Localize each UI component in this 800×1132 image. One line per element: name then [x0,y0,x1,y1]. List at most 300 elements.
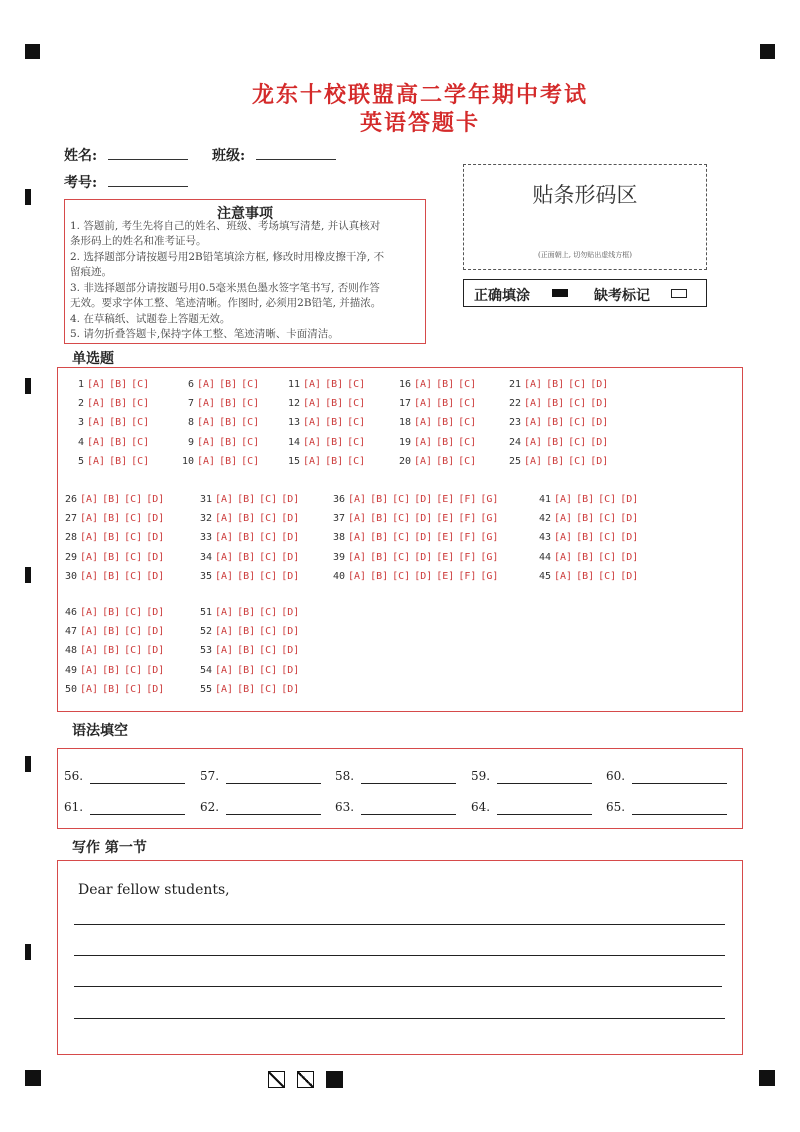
answer-option[interactable]: [B] [102,607,121,618]
answer-option[interactable]: [B] [237,607,256,618]
answer-option[interactable]: [A] [303,398,322,410]
question-row [192,664,303,678]
answer-option[interactable]: [C] [347,436,366,448]
answer-option[interactable]: [D] [414,494,433,505]
answer-option[interactable]: [D] [281,607,300,618]
answer-option[interactable]: [C] [392,532,411,544]
answer-option[interactable]: [B] [576,532,595,544]
class-field[interactable] [256,159,336,160]
answer-option[interactable]: [B] [325,398,344,410]
answer-option[interactable]: [C] [458,398,477,410]
answer-option[interactable]: [B] [237,645,256,657]
answer-option[interactable]: [C] [124,645,143,657]
answer-option[interactable]: [D] [590,417,609,429]
absent-checkbox[interactable] [671,289,687,298]
question-number: 52 [199,626,212,638]
answer-option[interactable]: [E] [436,570,455,582]
answer-option[interactable]: [C] [347,398,366,410]
answer-option[interactable]: [A] [197,417,216,429]
question-row [325,531,502,545]
answer-option[interactable]: [B] [546,436,565,448]
answer-option[interactable]: [A] [215,532,234,544]
answer-option[interactable]: [B] [219,398,238,410]
answer-option[interactable]: [C] [392,513,411,525]
question-number: 30 [64,570,77,582]
answer-option[interactable]: [C] [124,683,143,695]
answer-option[interactable]: [B] [237,683,256,695]
answer-option[interactable]: [A] [303,455,322,467]
question-row [64,455,153,469]
answer-option[interactable]: [A] [80,664,99,676]
answer-option[interactable]: [C] [241,436,260,448]
answer-option[interactable]: [B] [102,683,121,695]
answer-option[interactable]: [B] [576,570,595,582]
answer-option[interactable]: [D] [281,683,300,695]
answer-option[interactable]: [B] [219,436,238,448]
blank-input[interactable] [361,814,456,815]
crossed-square-icon [297,1071,314,1088]
answer-option[interactable]: [A] [197,398,216,410]
answer-option[interactable]: [F] [458,570,477,582]
answer-option[interactable]: [C] [392,494,411,505]
answer-option[interactable]: [A] [80,683,99,695]
answer-option[interactable]: [A] [348,513,367,525]
notes-line: 无效。要求字体工整、笔迹清晰。作图时, 必须用2B铅笔, 并描浓。 [70,297,382,309]
answer-option[interactable]: [B] [102,645,121,657]
answer-option[interactable]: [B] [237,532,256,544]
question-number: 22 [508,398,521,410]
answer-option[interactable]: [B] [219,417,238,429]
answer-option[interactable]: [A] [348,494,367,505]
question-row [531,493,642,507]
answer-option[interactable]: [A] [348,532,367,544]
answer-option[interactable]: [B] [546,398,565,410]
answer-option[interactable]: [D] [146,683,165,695]
answer-option[interactable]: [C] [259,494,278,505]
answer-option[interactable]: [F] [458,494,477,505]
question-number: 14 [287,436,300,448]
answer-option[interactable]: [A] [215,513,234,525]
answer-option[interactable]: [A] [348,570,367,582]
blank-input[interactable] [497,783,592,784]
question-row [280,378,369,392]
answer-option[interactable]: [A] [215,607,234,618]
answer-option[interactable]: [E] [436,532,455,544]
question-number: 11 [287,379,300,390]
answer-option[interactable]: [A] [80,626,99,638]
answer-option[interactable]: [C] [241,379,260,390]
answer-option[interactable]: [A] [215,626,234,638]
question-number: 21 [508,379,521,390]
answer-option[interactable]: [B] [237,513,256,525]
answer-option[interactable]: [C] [124,551,143,563]
answer-option[interactable]: [B] [436,436,455,448]
answer-option[interactable]: [D] [146,645,165,657]
answer-option[interactable]: [A] [80,513,99,525]
answer-option[interactable]: [B] [237,626,256,638]
answer-option[interactable]: [C] [124,664,143,676]
answer-option[interactable]: [C] [259,683,278,695]
answer-option[interactable]: [E] [436,551,455,563]
answer-option[interactable]: [D] [146,570,165,582]
question-number: 25 [508,455,521,467]
answer-option[interactable]: [B] [370,532,389,544]
answer-option[interactable]: [A] [524,455,543,467]
answer-option[interactable]: [A] [524,379,543,390]
answer-option[interactable]: [A] [554,551,573,563]
answer-option[interactable]: [C] [347,417,366,429]
answer-option[interactable]: [A] [215,645,234,657]
question-number: 49 [64,664,77,676]
question-number: 51 [199,607,212,618]
answer-option[interactable]: [C] [392,551,411,563]
answer-option[interactable]: [A] [215,664,234,676]
answer-option[interactable]: [C] [131,455,150,467]
answer-option[interactable]: [B] [436,398,455,410]
answer-option[interactable]: [B] [102,494,121,505]
answer-option[interactable]: [A] [215,683,234,695]
answer-option[interactable]: [A] [524,398,543,410]
answer-option[interactable]: [D] [590,398,609,410]
answer-option[interactable]: [A] [524,417,543,429]
answer-option[interactable]: [C] [131,436,150,448]
answer-option[interactable]: [C] [259,607,278,618]
answer-option[interactable]: [B] [436,379,455,390]
writing-line[interactable] [74,955,725,956]
class-label: 班级: [212,148,246,164]
answer-option[interactable]: [B] [546,379,565,390]
answer-option[interactable]: [D] [281,494,300,505]
answer-option[interactable]: [A] [87,379,106,390]
blank-input[interactable] [226,814,321,815]
answer-option[interactable]: [C] [131,398,150,410]
answer-option[interactable]: [D] [281,645,300,657]
answer-option[interactable]: [E] [436,494,455,505]
answer-option[interactable]: [B] [102,626,121,638]
answer-option[interactable]: [D] [281,513,300,525]
answer-option[interactable]: [B] [109,417,128,429]
question-number: 12 [287,398,300,410]
answer-option[interactable]: [A] [414,398,433,410]
blank-input[interactable] [226,783,321,784]
question-row [174,378,263,392]
answer-option[interactable]: [C] [458,436,477,448]
question-number: 2 [77,398,84,410]
answer-option[interactable]: [C] [131,417,150,429]
answer-option[interactable]: [E] [436,513,455,525]
answer-option[interactable]: [A] [197,379,216,390]
answer-option[interactable]: [D] [414,513,433,525]
answer-option[interactable]: [C] [131,379,150,390]
answer-option[interactable]: [C] [259,570,278,582]
writing-line[interactable] [74,986,722,987]
answer-option[interactable]: [C] [568,455,587,467]
answer-option[interactable]: [C] [458,455,477,467]
answer-option[interactable]: [A] [197,436,216,448]
answer-option[interactable]: [G] [480,570,499,582]
barcode-area [463,164,707,270]
answer-option[interactable]: [B] [325,436,344,448]
answer-option[interactable]: [C] [259,626,278,638]
answer-option[interactable]: [B] [370,494,389,505]
answer-option[interactable]: [B] [237,494,256,505]
answer-option[interactable]: [G] [480,532,499,544]
blank-number: 59. [471,769,491,783]
answer-option[interactable]: [F] [458,551,477,563]
answer-option[interactable]: [B] [370,570,389,582]
question-row [64,378,153,392]
answer-option[interactable]: [B] [546,417,565,429]
answer-option[interactable]: [C] [568,379,587,390]
question-number: 20 [398,455,411,467]
question-row [192,625,303,639]
answer-option[interactable]: [C] [259,513,278,525]
answer-option[interactable]: [D] [146,532,165,544]
question-row [531,551,642,565]
answer-option[interactable]: [B] [102,551,121,563]
answer-option[interactable]: [A] [554,570,573,582]
answer-option[interactable]: [B] [325,455,344,467]
writing-line[interactable] [74,1018,725,1019]
exam-title: 龙东十校联盟高二学年期中考试 [251,82,588,108]
answer-option[interactable]: [A] [554,513,573,525]
answer-option[interactable]: [A] [87,417,106,429]
answer-option[interactable]: [A] [554,494,573,505]
answer-option[interactable]: [C] [568,417,587,429]
answer-option[interactable]: [A] [87,455,106,467]
blank-input[interactable] [90,783,185,784]
answer-option[interactable]: [C] [124,570,143,582]
answer-option[interactable]: [B] [109,436,128,448]
answer-option[interactable]: [A] [215,494,234,505]
answer-option[interactable]: [D] [620,532,639,544]
answer-option[interactable]: [A] [414,417,433,429]
answer-option[interactable]: [C] [458,379,477,390]
question-number: 27 [64,513,77,525]
answer-option[interactable]: [C] [241,398,260,410]
question-number: 36 [332,494,345,505]
blank-input[interactable] [90,814,185,815]
notes-line: 4. 在草稿纸、试题卷上答题无效。 [70,313,231,325]
answer-option[interactable]: [C] [124,607,143,618]
writing-line[interactable] [74,924,725,925]
corner-mark-top-right [760,44,775,59]
answer-option[interactable]: [D] [281,626,300,638]
answer-option[interactable]: [C] [259,645,278,657]
answer-option[interactable]: [A] [80,494,99,505]
answer-option[interactable]: [G] [480,494,499,505]
question-row [192,531,303,545]
answer-option[interactable]: [C] [347,379,366,390]
answer-option[interactable]: [D] [146,664,165,676]
answer-option[interactable]: [C] [124,494,143,505]
answer-option[interactable]: [C] [124,532,143,544]
answer-option[interactable]: [B] [436,455,455,467]
answer-option[interactable]: [B] [546,455,565,467]
answer-option[interactable]: [A] [303,436,322,448]
question-row [57,683,168,697]
answer-option[interactable]: [A] [197,455,216,467]
answer-option[interactable]: [C] [259,532,278,544]
answer-option[interactable]: [D] [620,494,639,505]
question-row [57,512,168,526]
filled-square-icon [326,1071,343,1088]
answer-option[interactable]: [D] [620,570,639,582]
answer-option[interactable]: [D] [590,455,609,467]
answer-option[interactable]: [B] [109,379,128,390]
blank-input[interactable] [632,814,727,815]
answer-option[interactable]: [C] [259,664,278,676]
question-number: 43 [538,532,551,544]
answer-option[interactable]: [D] [590,379,609,390]
answer-option[interactable]: [D] [146,626,165,638]
question-number: 24 [508,436,521,448]
answer-option[interactable]: [B] [237,664,256,676]
question-number: 13 [287,417,300,429]
blank-input[interactable] [632,783,727,784]
answer-option[interactable]: [D] [620,551,639,563]
answer-option[interactable]: [A] [524,436,543,448]
answer-option[interactable]: [D] [414,551,433,563]
question-number: 19 [398,436,411,448]
answer-option[interactable]: [B] [237,570,256,582]
answer-option[interactable]: [G] [480,551,499,563]
answer-option[interactable]: [D] [281,532,300,544]
answer-option[interactable]: [A] [414,455,433,467]
answer-option[interactable]: [C] [598,513,617,525]
blank-input[interactable] [497,814,592,815]
answer-option[interactable]: [A] [215,570,234,582]
answer-option[interactable]: [B] [102,570,121,582]
notes-line: 3. 非选择题部分请按题号用0.5毫米黑色墨水签字笔书写, 否则作答 [70,282,380,294]
answer-option[interactable]: [G] [480,513,499,525]
answer-option[interactable]: [D] [281,570,300,582]
answer-option[interactable]: [C] [598,494,617,505]
answer-option[interactable]: [C] [124,513,143,525]
answer-option[interactable]: [B] [325,417,344,429]
answer-option[interactable]: [D] [146,607,165,618]
answer-option[interactable]: [A] [80,532,99,544]
answer-option[interactable]: [B] [370,513,389,525]
writing-title: 写作 第一节 [72,840,147,856]
answer-option[interactable]: [A] [414,379,433,390]
answer-option[interactable]: [C] [458,417,477,429]
answer-option[interactable]: [F] [458,513,477,525]
answer-option[interactable]: [A] [80,570,99,582]
answer-option[interactable]: [B] [576,513,595,525]
question-row [325,570,502,584]
answer-option[interactable]: [D] [281,551,300,563]
exam-number-field[interactable] [108,186,188,187]
answer-option[interactable]: [B] [370,551,389,563]
answer-option[interactable]: [B] [109,455,128,467]
answer-option[interactable]: [C] [392,570,411,582]
question-number: 10 [181,455,194,467]
answer-option[interactable]: [A] [215,551,234,563]
question-number: 8 [187,417,194,429]
question-row [64,397,153,411]
answer-option[interactable]: [C] [568,436,587,448]
question-number: 1 [77,379,84,390]
question-row [391,397,480,411]
answer-option[interactable]: [B] [102,532,121,544]
question-number: 40 [332,570,345,582]
answer-option[interactable]: [C] [598,551,617,563]
question-row [325,512,502,526]
question-number: 31 [199,494,212,505]
question-row [192,683,303,697]
answer-option[interactable]: [A] [303,417,322,429]
answer-option[interactable]: [D] [620,513,639,525]
answer-option[interactable]: [D] [146,494,165,505]
single-choice-title: 单选题 [72,351,114,367]
answer-option[interactable]: [A] [348,551,367,563]
answer-option[interactable]: [D] [414,532,433,544]
answer-option[interactable]: [B] [325,379,344,390]
answer-option[interactable]: [B] [576,494,595,505]
question-number: 42 [538,513,551,525]
question-number: 6 [187,379,194,390]
answer-option[interactable]: [A] [554,532,573,544]
answer-option[interactable]: [C] [259,551,278,563]
blank-input[interactable] [361,783,456,784]
answer-option[interactable]: [A] [87,436,106,448]
answer-option[interactable]: [D] [590,436,609,448]
question-row [64,416,153,430]
answer-option[interactable]: [B] [102,664,121,676]
answer-option[interactable]: [A] [80,551,99,563]
answer-option[interactable]: [A] [80,645,99,657]
timing-mark [25,189,31,205]
answer-option[interactable]: [B] [109,398,128,410]
question-number: 33 [199,532,212,544]
answer-option[interactable]: [D] [281,664,300,676]
answer-option[interactable]: [D] [146,513,165,525]
answer-option[interactable]: [A] [80,607,99,618]
barcode-hint: (正面朝上, 切勿贴出虚线方框) [538,251,632,259]
answer-option[interactable]: [D] [414,570,433,582]
question-row [280,455,369,469]
answer-option[interactable]: [F] [458,532,477,544]
answer-option[interactable]: [C] [598,570,617,582]
question-row [192,512,303,526]
answer-option[interactable]: [C] [124,626,143,638]
answer-option[interactable]: [B] [237,551,256,563]
answer-option[interactable]: [B] [219,379,238,390]
answer-option[interactable]: [C] [241,455,260,467]
answer-option[interactable]: [B] [576,551,595,563]
answer-option[interactable]: [D] [146,551,165,563]
answer-option[interactable]: [A] [87,398,106,410]
answer-option[interactable]: [B] [436,417,455,429]
answer-option[interactable]: [A] [414,436,433,448]
answer-option[interactable]: [C] [347,455,366,467]
question-number: 17 [398,398,411,410]
answer-option[interactable]: [A] [303,379,322,390]
answer-option[interactable]: [C] [598,532,617,544]
question-number: 38 [332,532,345,544]
filled-box-icon [552,289,568,297]
question-row [325,493,502,507]
question-row [192,570,303,584]
answer-option[interactable]: [B] [102,513,121,525]
answer-option[interactable]: [B] [219,455,238,467]
answer-option[interactable]: [C] [241,417,260,429]
answer-option[interactable]: [C] [568,398,587,410]
name-field[interactable] [108,159,188,160]
grammar-box [57,748,743,829]
card-subtitle: 英语答题卡 [359,110,480,136]
